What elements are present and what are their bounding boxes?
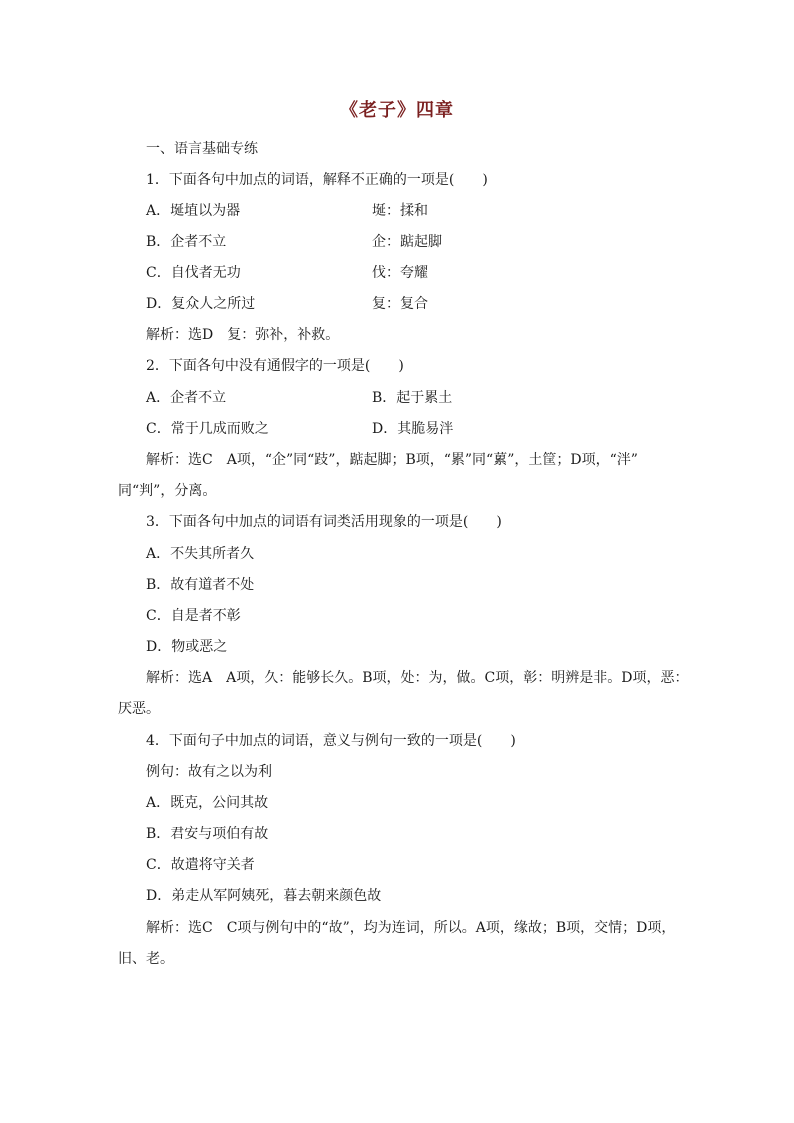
q3-option-b: B．故有道者不处 [146,577,255,593]
q2-option-b: B．起于累土 [372,390,453,406]
q1-option-d-gloss: 复：复合 [372,296,428,312]
q4-option-d: D．弟走从军阿姨死，暮去朝来颜色故 [146,888,382,904]
q1-option-d: D．复众人之所过 [146,296,256,312]
q4-option-c: C．故遣将守关者 [146,857,255,873]
q3-answer-line-1: 解析：选A A项，久：能够长久。B项，处：为，做。C项，彰：明辨是非。D项，恶： [146,670,689,686]
q3-option-a: A．不失其所者久 [146,546,255,562]
q2-answer-line-1: 解析：选C A项，“企”同“跂”，踮起脚；B项，“累”同“蔂”，土筐；D项，“泮” [146,452,638,468]
q1-option-b-gloss: 企：踮起脚 [372,234,442,250]
question-4-stem: 4．下面句子中加点的词语，意义与例句一致的一项是( ) [146,733,516,749]
q4-example: 例句：故有之以为利 [146,764,272,780]
page-title: 《老子》四章 [340,100,454,121]
section-heading: 一、语言基础专练 [146,141,258,157]
q2-answer-line-2: 同“判”，分离。 [118,483,217,499]
q1-option-b: B．企者不立 [146,234,227,250]
q4-answer-line-2: 旧、老。 [118,951,174,967]
q1-option-c: C．自伐者无功 [146,265,241,281]
question-1-stem: 1．下面各句中加点的词语，解释不正确的一项是( ) [146,172,488,188]
q1-answer: 解析：选D 复：弥补，补救。 [146,327,340,343]
q4-option-a: A．既克，公问其故 [146,795,269,811]
q3-option-d: D．物或恶之 [146,639,228,655]
q4-option-b: B．君安与项伯有故 [146,826,269,842]
question-3-stem: 3．下面各句中加点的词语有词类活用现象的一项是( ) [146,514,502,530]
q1-option-c-gloss: 伐：夸耀 [372,265,428,281]
q1-option-a: A．埏埴以为器 [146,203,241,219]
q2-option-d: D．其脆易泮 [372,421,454,437]
q2-option-a: A．企者不立 [146,390,227,406]
q4-answer-line-1: 解析：选C C项与例句中的“故”，均为连词，所以。A项，缘故；B项，交情；D项， [146,920,676,936]
q3-answer-line-2: 厌恶。 [118,701,160,717]
q3-option-c: C．自是者不彰 [146,608,241,624]
q1-option-a-gloss: 埏：揉和 [372,203,428,219]
q2-option-c: C．常于几成而败之 [146,421,269,437]
question-2-stem: 2．下面各句中没有通假字的一项是( ) [146,358,404,374]
